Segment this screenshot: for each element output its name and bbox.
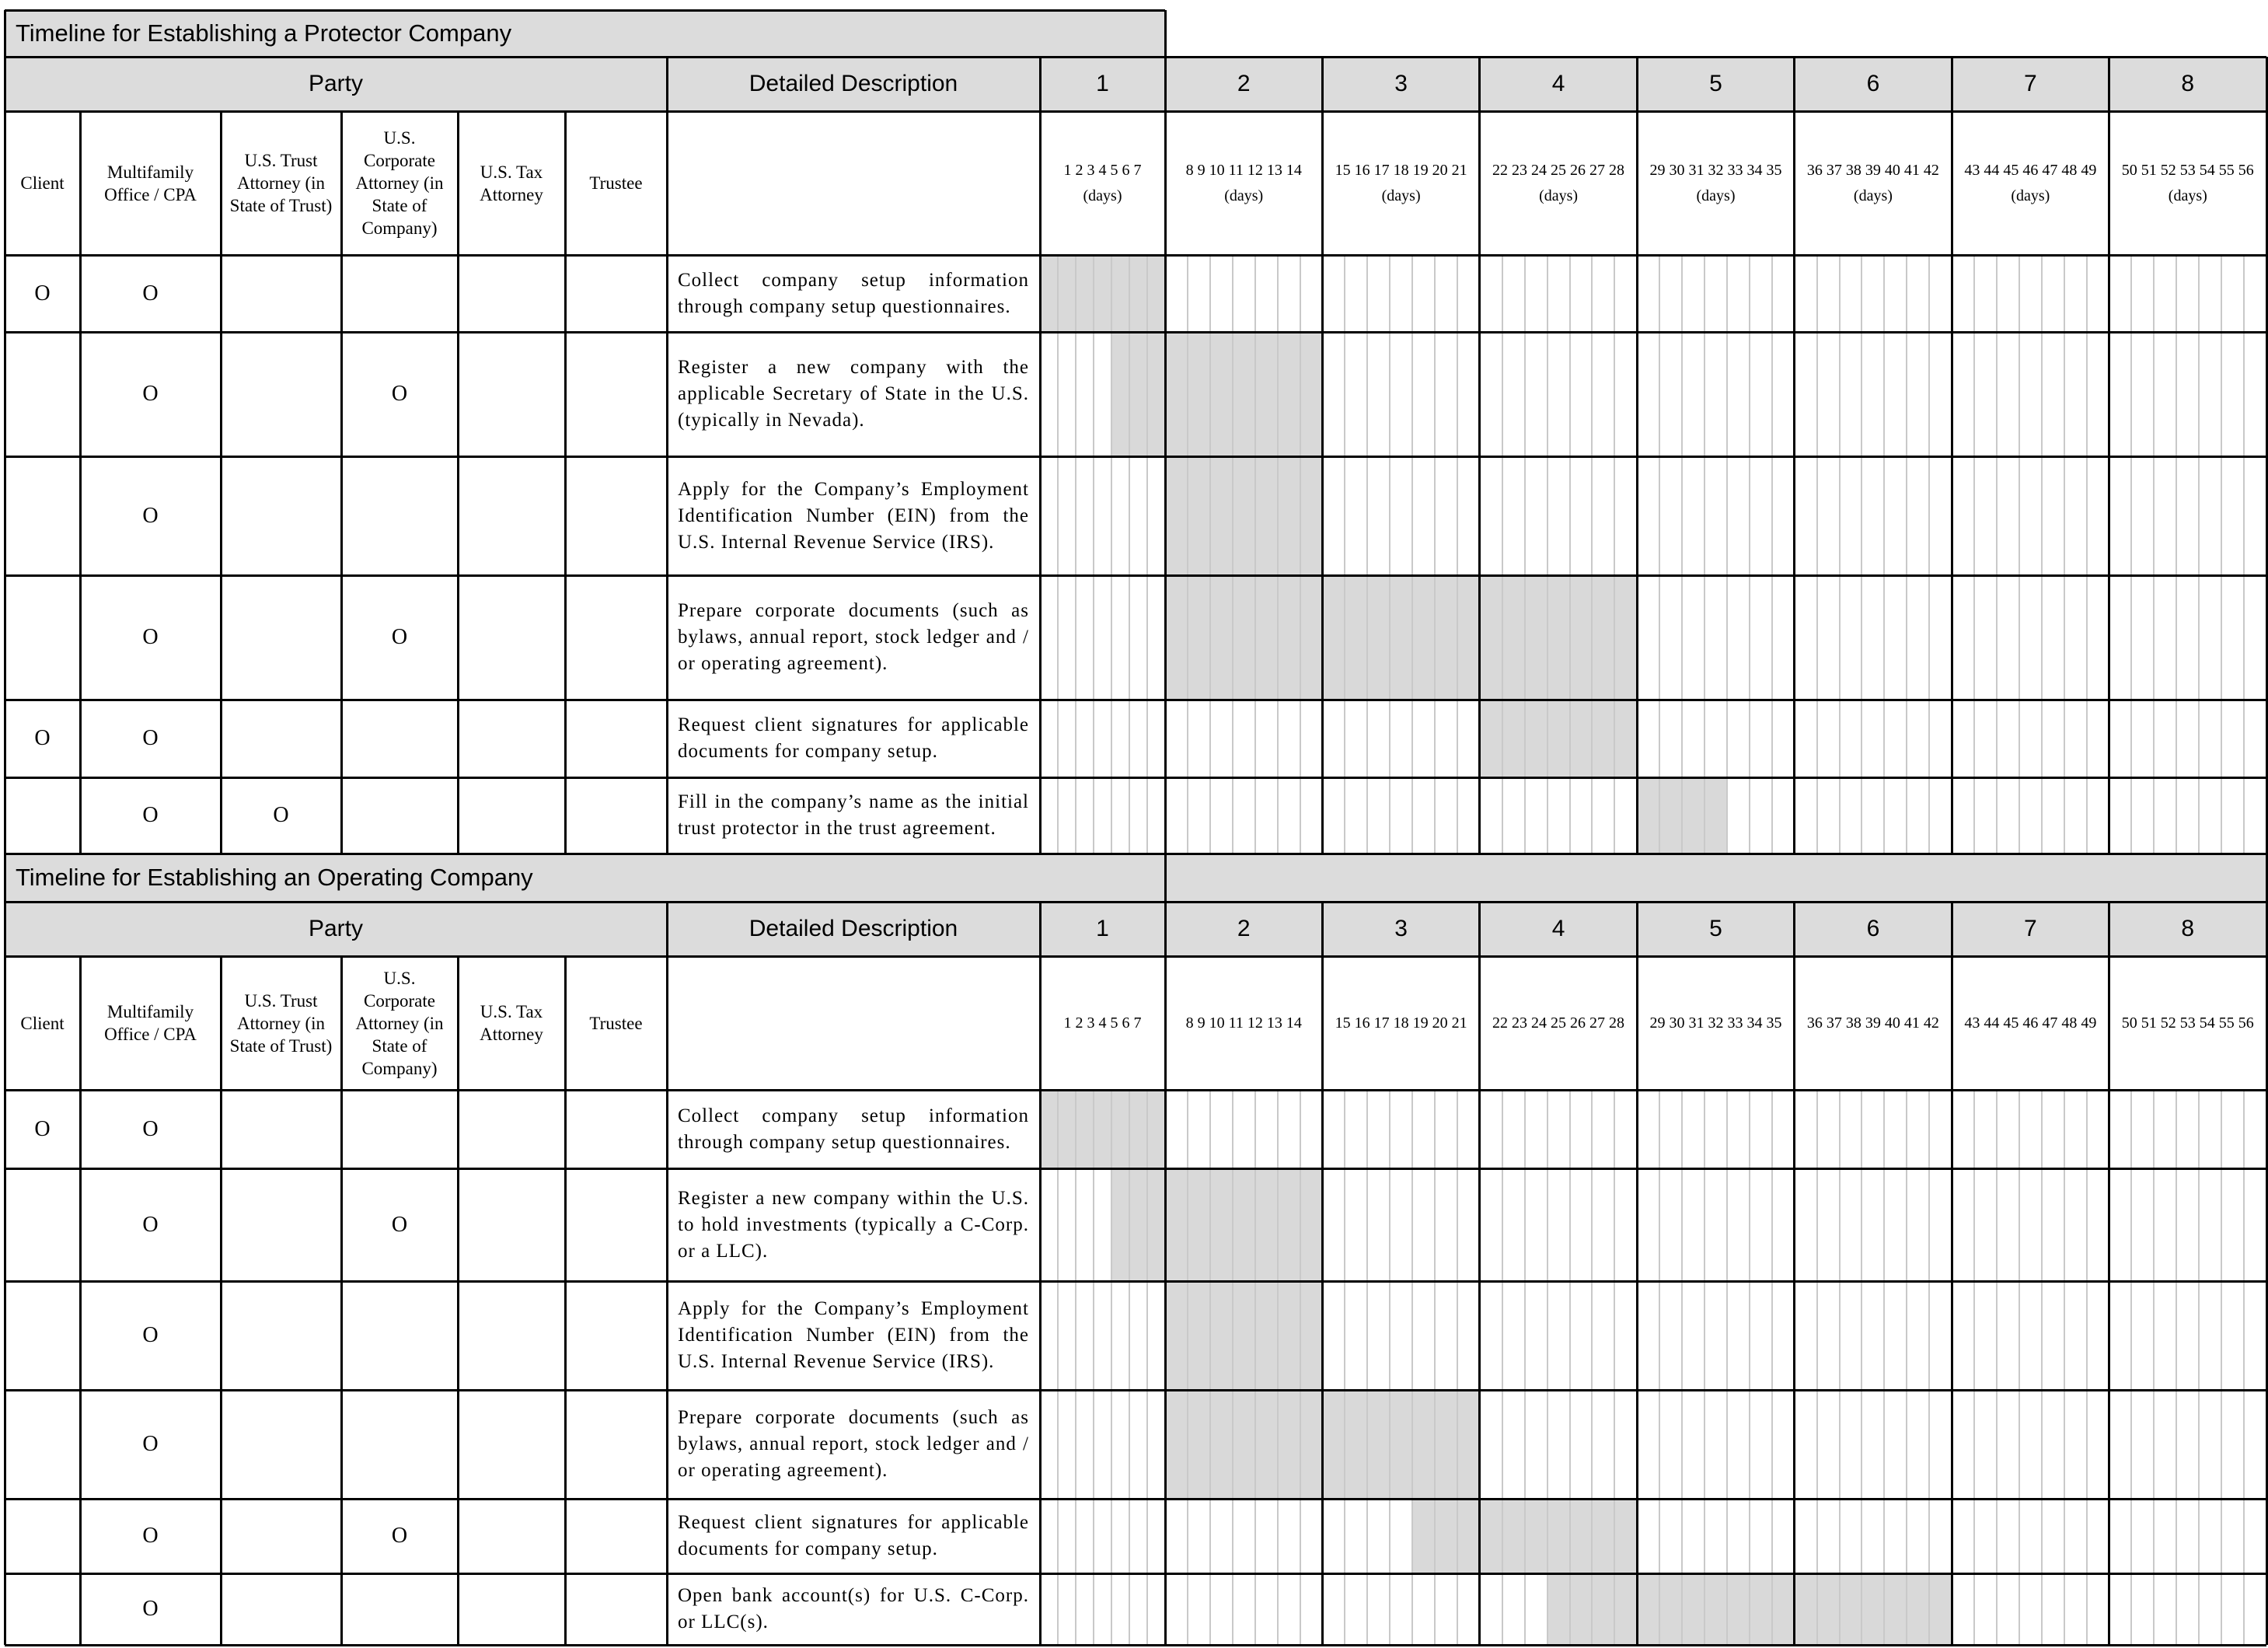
- week-day-labels-cell: [1952, 111, 2109, 255]
- day-grid-line: [1614, 255, 1615, 854]
- day-grid-line: [1411, 255, 1413, 854]
- day-grid-line: [1093, 255, 1094, 854]
- party-column-label: Trustee: [589, 173, 643, 193]
- day-grid-line: [1816, 1090, 1818, 1645]
- day-grid-line: [1434, 255, 1436, 854]
- week-number-header: 1: [1040, 57, 1165, 111]
- day-grid-line: [2019, 1090, 2020, 1645]
- day-grid-line: [1973, 1090, 1975, 1645]
- week-day-labels: 36 37 38 39 40 41 42: [1806, 161, 1939, 179]
- grid-line: [1164, 854, 1167, 902]
- grid-line: [1478, 902, 1481, 1645]
- party-mark-cell: O: [391, 625, 408, 649]
- week-day-labels: 8 9 10 11 12 13 14: [1185, 161, 1302, 179]
- day-grid-line: [1075, 255, 1076, 854]
- day-grid-line: [1146, 255, 1148, 854]
- day-grid-line: [2176, 255, 2177, 854]
- week-number-header: 8: [2109, 57, 2266, 111]
- day-grid-line: [2198, 255, 2200, 854]
- grid-line: [564, 956, 567, 1645]
- grid-line: [457, 956, 459, 1645]
- week-number-header: 6: [1795, 57, 1952, 111]
- day-grid-line: [1524, 1090, 1526, 1645]
- task-description: Register a new company with the applicable Secretary of State in the U.S. (typically in Nevada).: [678, 357, 1029, 431]
- party-column-label: Client: [20, 173, 65, 193]
- grid-line: [1478, 57, 1481, 854]
- week-day-labels: 1 2 3 4 5 6 7: [1063, 161, 1142, 179]
- grid-line: [220, 111, 222, 854]
- grid-line: [340, 111, 343, 854]
- task-description: Apply for the Company’s Employment Identification Number (EIN) from the U.S. Internal Revenue Service (IRS).: [678, 1298, 1029, 1372]
- grid-line: [1039, 57, 1042, 854]
- week-day-labels: 29 30 31 32 33 34 35: [1649, 161, 1782, 179]
- party-mark-cell: O: [142, 1323, 159, 1347]
- day-grid-line: [2064, 1090, 2065, 1645]
- task-description-cell: [667, 1573, 1040, 1645]
- gantt-bar: [1111, 1168, 1322, 1281]
- day-grid-line: [1209, 255, 1211, 854]
- grid-line: [5, 56, 2266, 58]
- task-description: Collect company setup information through company setup questionnaires.: [678, 269, 1029, 317]
- days-unit-label: (days): [1853, 187, 1893, 204]
- week-day-labels: 15 16 17 18 19 20 21: [1335, 161, 1467, 179]
- week-day-labels: 43 44 45 46 47 48 49: [1964, 161, 2097, 179]
- day-grid-line: [2176, 1090, 2177, 1645]
- party-mark-cell: O: [142, 281, 159, 306]
- task-description-cell: [667, 700, 1040, 777]
- task-description-cell: [667, 1390, 1040, 1499]
- day-grid-line: [1057, 1090, 1059, 1645]
- day-grid-line: [1726, 255, 1728, 854]
- grid-line: [1164, 57, 1167, 854]
- task-description: Fill in the company’s name as the initial trust protector in the trust agreement.: [678, 791, 1029, 839]
- task-description: Register a new company within the U.S. to hold investments (typically a C-Corp. or a LLC).: [678, 1187, 1029, 1262]
- day-grid-line: [1300, 1090, 1301, 1645]
- party-mark-cell: O: [34, 281, 51, 306]
- task-description-cell: [667, 456, 1040, 575]
- day-grid-line: [1591, 1090, 1593, 1645]
- grid-line: [2266, 57, 2268, 854]
- grid-line: [5, 699, 2266, 701]
- week-number-header: 5: [1637, 902, 1794, 956]
- day-grid-line: [2086, 1090, 2088, 1645]
- days-unit-label: (days): [1696, 187, 1736, 204]
- party-column-label: U.S. Trust Attorney (in State of Trust): [229, 990, 333, 1056]
- week-number-header: 7: [1952, 902, 2109, 956]
- grid-line: [79, 111, 82, 854]
- day-grid-line: [1569, 1090, 1571, 1645]
- party-column-label: U.S. Tax Attorney: [480, 162, 543, 204]
- task-description-cell: [667, 255, 1040, 332]
- party-mark-cell: O: [34, 726, 51, 750]
- day-grid-line: [2041, 1090, 2043, 1645]
- grid-line: [1164, 902, 1167, 1645]
- party-column-label: Client: [20, 1013, 65, 1033]
- task-description-cell: [667, 1499, 1040, 1573]
- party-mark-cell: O: [142, 1116, 159, 1141]
- week-day-labels: 50 51 52 53 54 55 56: [2121, 1014, 2254, 1032]
- week-day-labels-cell: [1952, 956, 2109, 1090]
- grid-line: [1321, 902, 1324, 1645]
- party-column-label: U.S. Trust Attorney (in State of Trust): [229, 151, 333, 215]
- grid-line: [2266, 854, 2268, 1645]
- week-day-labels-cell: [1795, 956, 1952, 1090]
- party-column-label: Trustee: [589, 1013, 643, 1033]
- day-grid-line: [1057, 255, 1059, 854]
- grid-line: [2108, 902, 2110, 1645]
- task-description-cell: [667, 332, 1040, 456]
- day-grid-line: [1146, 1090, 1148, 1645]
- grid-line: [1793, 902, 1795, 1645]
- day-grid-line: [1232, 1090, 1233, 1645]
- day-grid-line: [2153, 1090, 2155, 1645]
- day-grid-line: [1906, 1090, 1907, 1645]
- day-grid-line: [2153, 255, 2155, 854]
- party-mark-cell: O: [34, 1116, 51, 1141]
- day-grid-line: [1749, 255, 1750, 854]
- party-mark-cell: O: [142, 726, 159, 750]
- week-day-labels: 8 9 10 11 12 13 14: [1185, 1014, 1302, 1032]
- grid-line: [564, 111, 567, 854]
- day-grid-line: [1232, 255, 1233, 854]
- day-grid-line: [2064, 255, 2065, 854]
- task-description-cell: [667, 1168, 1040, 1281]
- week-day-labels: 15 16 17 18 19 20 21: [1335, 1014, 1467, 1032]
- party-mark-cell: O: [142, 625, 159, 649]
- week-day-labels-cell: [1165, 111, 1322, 255]
- week-day-labels-cell: [1322, 956, 1479, 1090]
- party-column-label: Multifamily Office / CPA: [104, 162, 197, 204]
- day-grid-line: [1659, 1090, 1660, 1645]
- day-grid-line: [1547, 1090, 1548, 1645]
- days-unit-label: (days): [2011, 187, 2050, 204]
- task-description: Prepare corporate documents (such as bylaws, annual report, stock ledger and / or operating agreement).: [678, 600, 1029, 674]
- grid-line: [1951, 57, 1953, 854]
- day-grid-line: [1187, 255, 1188, 854]
- day-grid-line: [1996, 1090, 1998, 1645]
- week-day-labels-cell: [1637, 111, 1794, 255]
- party-mark-cell: O: [142, 1597, 159, 1621]
- grid-line: [1636, 57, 1638, 854]
- party-mark-cell: O: [142, 503, 159, 528]
- task-description: Request client signatures for applicable documents for company setup.: [678, 714, 1029, 762]
- day-grid-line: [1502, 255, 1503, 854]
- days-unit-label: (days): [1539, 187, 1579, 204]
- party-column-label: U.S. Tax Attorney: [480, 1002, 543, 1044]
- day-grid-line: [2086, 255, 2088, 854]
- day-grid-line: [1883, 255, 1885, 854]
- day-grid-line: [1681, 1090, 1683, 1645]
- day-grid-line: [2243, 255, 2245, 854]
- day-grid-line: [1547, 255, 1548, 854]
- day-grid-line: [1861, 255, 1862, 854]
- day-grid-line: [1129, 1090, 1130, 1645]
- week-number-header: 3: [1322, 57, 1479, 111]
- grid-line: [666, 57, 668, 854]
- day-grid-line: [1883, 1090, 1885, 1645]
- party-column-label: U.S. Corporate Attorney (in State of Company): [355, 968, 444, 1078]
- party-mark-cell: O: [142, 1524, 159, 1548]
- day-grid-line: [1681, 255, 1683, 854]
- task-description: Collect company setup information through company setup questionnaires.: [678, 1105, 1029, 1153]
- week-day-labels-cell: [1040, 956, 1165, 1090]
- day-grid-line: [1502, 1090, 1503, 1645]
- grid-line: [4, 10, 6, 854]
- section-title-spacer: [1165, 854, 2266, 902]
- week-number-header: 8: [2109, 902, 2266, 956]
- week-day-labels: 29 30 31 32 33 34 35: [1649, 1014, 1782, 1032]
- week-day-labels-cell: [1637, 956, 1794, 1090]
- week-day-labels-cell: [1480, 111, 1637, 255]
- week-day-labels-cell: [2109, 111, 2266, 255]
- day-grid-line: [1726, 1090, 1728, 1645]
- days-unit-label: (days): [1224, 187, 1264, 204]
- week-day-labels: 22 23 24 25 26 27 28: [1492, 1014, 1625, 1032]
- party-mark-cell: O: [142, 382, 159, 406]
- day-grid-line: [1749, 1090, 1750, 1645]
- task-description-cell: [667, 777, 1040, 854]
- task-description-cell: [667, 1281, 1040, 1390]
- grid-line: [5, 1280, 2266, 1283]
- grid-line: [5, 574, 2266, 577]
- grid-line: [1951, 902, 1953, 1645]
- day-grid-line: [1366, 255, 1368, 854]
- grid-line: [5, 1573, 2266, 1575]
- day-grid-line: [1254, 255, 1256, 854]
- grid-line: [340, 956, 343, 1645]
- grid-line: [5, 110, 2266, 113]
- grid-line: [5, 1168, 2266, 1170]
- party-mark-cell: O: [391, 1212, 408, 1237]
- column-header-detailed-description: Detailed Description: [667, 902, 1040, 956]
- gantt-bar: [1111, 332, 1322, 456]
- week-day-labels: 1 2 3 4 5 6 7: [1063, 1014, 1142, 1032]
- days-unit-label: (days): [2168, 187, 2207, 204]
- day-grid-line: [1524, 255, 1526, 854]
- grid-line: [5, 1389, 2266, 1391]
- task-description-cell: [667, 1090, 1040, 1168]
- grid-line: [5, 254, 2266, 257]
- grid-line: [5, 331, 2266, 333]
- day-grid-line: [1075, 1090, 1076, 1645]
- grid-line: [457, 111, 459, 854]
- day-grid-line: [1277, 1090, 1279, 1645]
- week-day-labels-cell: [1795, 111, 1952, 255]
- grid-line: [666, 902, 668, 1645]
- grid-line: [5, 955, 2266, 958]
- day-grid-line: [1457, 255, 1458, 854]
- column-header-party: Party: [5, 57, 667, 111]
- day-grid-line: [1457, 1090, 1458, 1645]
- party-mark-cell: O: [142, 803, 159, 827]
- day-grid-line: [1111, 255, 1112, 854]
- party-mark-cell: O: [273, 803, 289, 827]
- grid-line: [1636, 902, 1638, 1645]
- day-grid-line: [1209, 1090, 1211, 1645]
- day-grid-line: [1389, 255, 1390, 854]
- day-grid-line: [2243, 1090, 2245, 1645]
- column-header-party: Party: [5, 902, 667, 956]
- days-unit-label: (days): [1381, 187, 1421, 204]
- party-column-label: Multifamily Office / CPA: [104, 1002, 197, 1044]
- day-grid-line: [1434, 1090, 1436, 1645]
- day-grid-line: [1906, 255, 1907, 854]
- grid-line: [1164, 10, 1167, 57]
- grid-line: [79, 956, 82, 1645]
- day-grid-line: [1839, 1090, 1841, 1645]
- day-grid-line: [1816, 255, 1818, 854]
- days-unit-label: (days): [1083, 187, 1122, 204]
- day-grid-line: [2130, 255, 2132, 854]
- day-grid-line: [2221, 1090, 2222, 1645]
- day-grid-line: [2041, 255, 2043, 854]
- day-grid-line: [1614, 1090, 1615, 1645]
- day-grid-line: [1254, 1090, 1256, 1645]
- day-grid-line: [1111, 1090, 1112, 1645]
- day-grid-line: [1569, 255, 1571, 854]
- week-number-header: 6: [1795, 902, 1952, 956]
- gantt-bar: [1165, 575, 1637, 700]
- week-number-header: 5: [1637, 57, 1794, 111]
- week-day-labels-cell: [1040, 111, 1165, 255]
- week-number-header: 4: [1480, 57, 1637, 111]
- grid-line: [1039, 902, 1042, 1645]
- grid-line: [4, 854, 6, 1645]
- day-grid-line: [1389, 1090, 1390, 1645]
- week-number-header: 1: [1040, 902, 1165, 956]
- day-grid-line: [1771, 255, 1773, 854]
- task-description: Open bank account(s) for U.S. C-Corp. or LLC(s).: [678, 1585, 1029, 1632]
- grid-line: [5, 1498, 2266, 1500]
- week-number-header: 7: [1952, 57, 2109, 111]
- week-day-labels: 43 44 45 46 47 48 49: [1964, 1014, 2097, 1032]
- day-grid-line: [1771, 1090, 1773, 1645]
- day-grid-line: [2130, 1090, 2132, 1645]
- grid-line: [5, 901, 2266, 903]
- party-mark-cell: O: [142, 1432, 159, 1456]
- day-grid-line: [1344, 255, 1345, 854]
- section-title: Timeline for Establishing a Protector Company: [5, 10, 1165, 57]
- grid-line: [5, 777, 2266, 779]
- task-description-cell: [667, 575, 1040, 700]
- day-grid-line: [1093, 1090, 1094, 1645]
- party-mark-cell: O: [142, 1212, 159, 1237]
- party-mark-cell: O: [391, 1524, 408, 1548]
- grid-line: [5, 1644, 2266, 1646]
- grid-line: [2108, 57, 2110, 854]
- day-grid-line: [1591, 255, 1593, 854]
- section-title: Timeline for Establishing an Operating Company: [5, 854, 1165, 902]
- day-grid-line: [1300, 255, 1301, 854]
- task-description: Prepare corporate documents (such as bylaws, annual report, stock ledger and / or operating agreement).: [678, 1407, 1029, 1481]
- day-grid-line: [1411, 1090, 1413, 1645]
- grid-line: [1793, 57, 1795, 854]
- day-grid-line: [1366, 1090, 1368, 1645]
- day-grid-line: [1129, 255, 1130, 854]
- day-grid-line: [1277, 255, 1279, 854]
- week-day-labels-cell: [1322, 111, 1479, 255]
- party-column-label: U.S. Corporate Attorney (in State of Company): [355, 128, 444, 238]
- day-grid-line: [1187, 1090, 1188, 1645]
- day-grid-line: [2221, 255, 2222, 854]
- week-number-header: 2: [1165, 902, 1322, 956]
- day-grid-line: [1928, 255, 1930, 854]
- day-grid-line: [1704, 255, 1705, 854]
- week-day-labels-cell: [2109, 956, 2266, 1090]
- day-grid-line: [1839, 255, 1841, 854]
- week-number-header: 2: [1165, 57, 1322, 111]
- week-day-labels: 22 23 24 25 26 27 28: [1492, 161, 1625, 179]
- week-day-labels: 50 51 52 53 54 55 56: [2121, 161, 2254, 179]
- week-day-labels-cell: [1480, 956, 1637, 1090]
- week-number-header: 4: [1480, 902, 1637, 956]
- column-header-detailed-description: Detailed Description: [667, 57, 1040, 111]
- week-day-labels-cell: [1165, 956, 1322, 1090]
- day-grid-line: [1996, 255, 1998, 854]
- day-grid-line: [2198, 1090, 2200, 1645]
- grid-line: [5, 853, 2266, 855]
- party-mark-cell: O: [391, 382, 408, 406]
- day-grid-line: [1344, 1090, 1345, 1645]
- grid-line: [5, 1089, 2266, 1091]
- day-grid-line: [2019, 255, 2020, 854]
- grid-line: [220, 956, 222, 1645]
- week-day-labels: 36 37 38 39 40 41 42: [1806, 1014, 1939, 1032]
- grid-line: [5, 456, 2266, 458]
- day-grid-line: [1659, 255, 1660, 854]
- grid-line: [1321, 57, 1324, 854]
- grid-line: [5, 9, 1165, 12]
- day-grid-line: [1861, 1090, 1862, 1645]
- day-grid-line: [1973, 255, 1975, 854]
- day-grid-line: [1928, 1090, 1930, 1645]
- task-description: Request client signatures for applicable documents for company setup.: [678, 1512, 1029, 1559]
- week-number-header: 3: [1322, 902, 1479, 956]
- day-grid-line: [1704, 1090, 1705, 1645]
- task-description: Apply for the Company’s Employment Identification Number (EIN) from the U.S. Internal Revenue Service (IRS).: [678, 478, 1029, 553]
